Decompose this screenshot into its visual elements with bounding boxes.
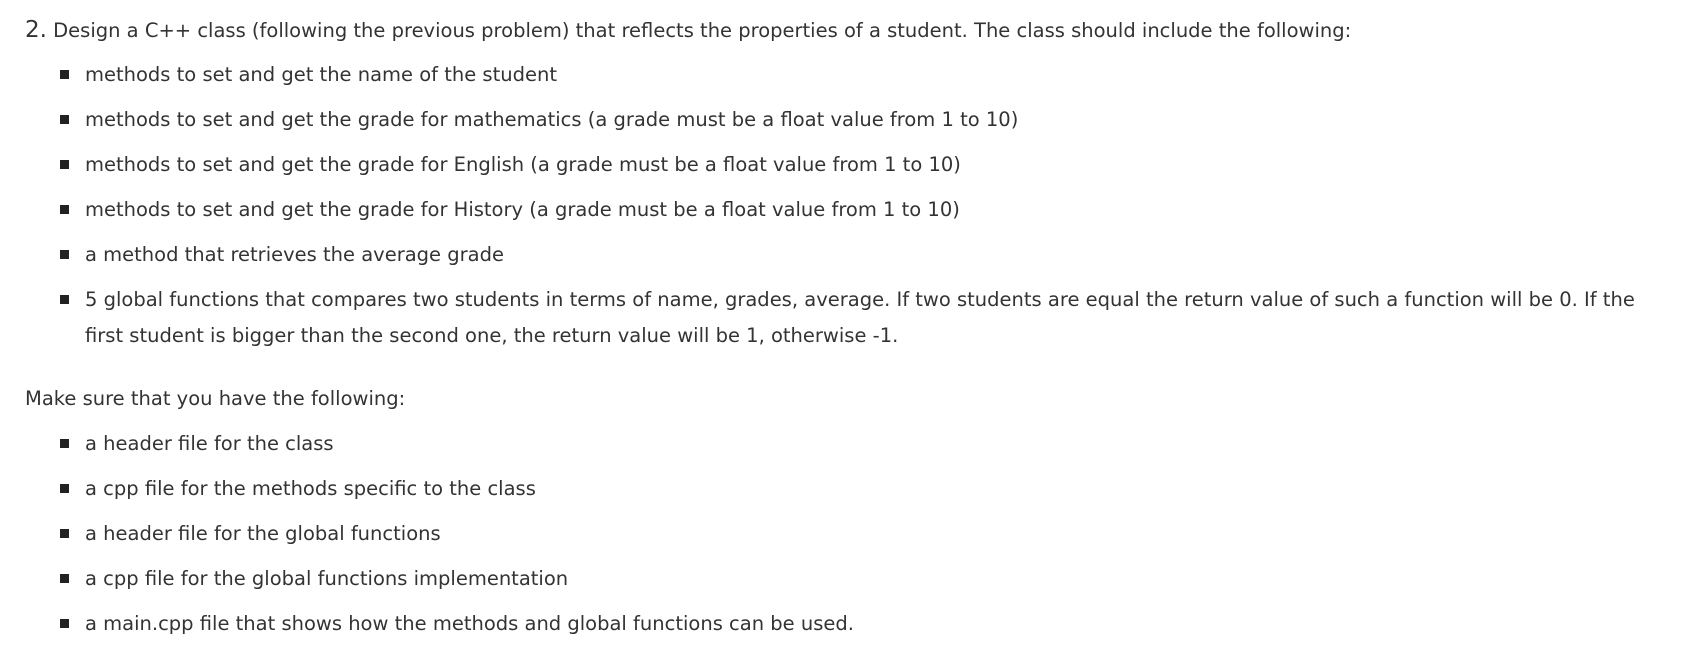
problem-heading bbox=[25, 12, 1696, 48]
problem-number: 2. bbox=[25, 17, 47, 43]
checklist-list bbox=[25, 426, 1696, 642]
list-item: methods to set and get the grade for English (a grade must be a float value from 1 to 10) bbox=[85, 147, 1696, 183]
compare-functions-line-2: first student is bigger than the second one, the return value will be 1, otherwise -1. bbox=[85, 324, 899, 347]
list-item: methods to set and get the name of the student bbox=[85, 57, 1696, 93]
list-item: methods to set and get the grade for History (a grade must be a float value from 1 to 10) bbox=[85, 192, 1696, 228]
list-item: a cpp file for the methods specific to the class bbox=[85, 471, 1696, 507]
list-item: a cpp file for the global functions implementation bbox=[85, 561, 1696, 597]
requirements-list bbox=[25, 57, 1696, 354]
list-item: a header file for the global functions bbox=[85, 516, 1696, 552]
problem-intro: Design a C++ class (following the previous problem) that reflects the properties of a student. The class should include the following: bbox=[53, 19, 1352, 42]
checklist-intro: Make sure that you have the following: bbox=[25, 387, 406, 410]
list-item: a main.cpp file that shows how the methods and global functions can be used. bbox=[85, 606, 1696, 642]
compare-functions-line-1: 5 global functions that compares two students in terms of name, grades, average. If two students are equal the return value of such a function will be 0. If the bbox=[85, 288, 1635, 311]
list-item: a header file for the class bbox=[85, 426, 1696, 462]
list-item: a method that retrieves the average grade bbox=[85, 237, 1696, 273]
list-item: methods to set and get the grade for mathematics (a grade must be a float value from 1 to 10) bbox=[85, 102, 1696, 138]
list-item-compare-functions bbox=[85, 282, 1695, 354]
